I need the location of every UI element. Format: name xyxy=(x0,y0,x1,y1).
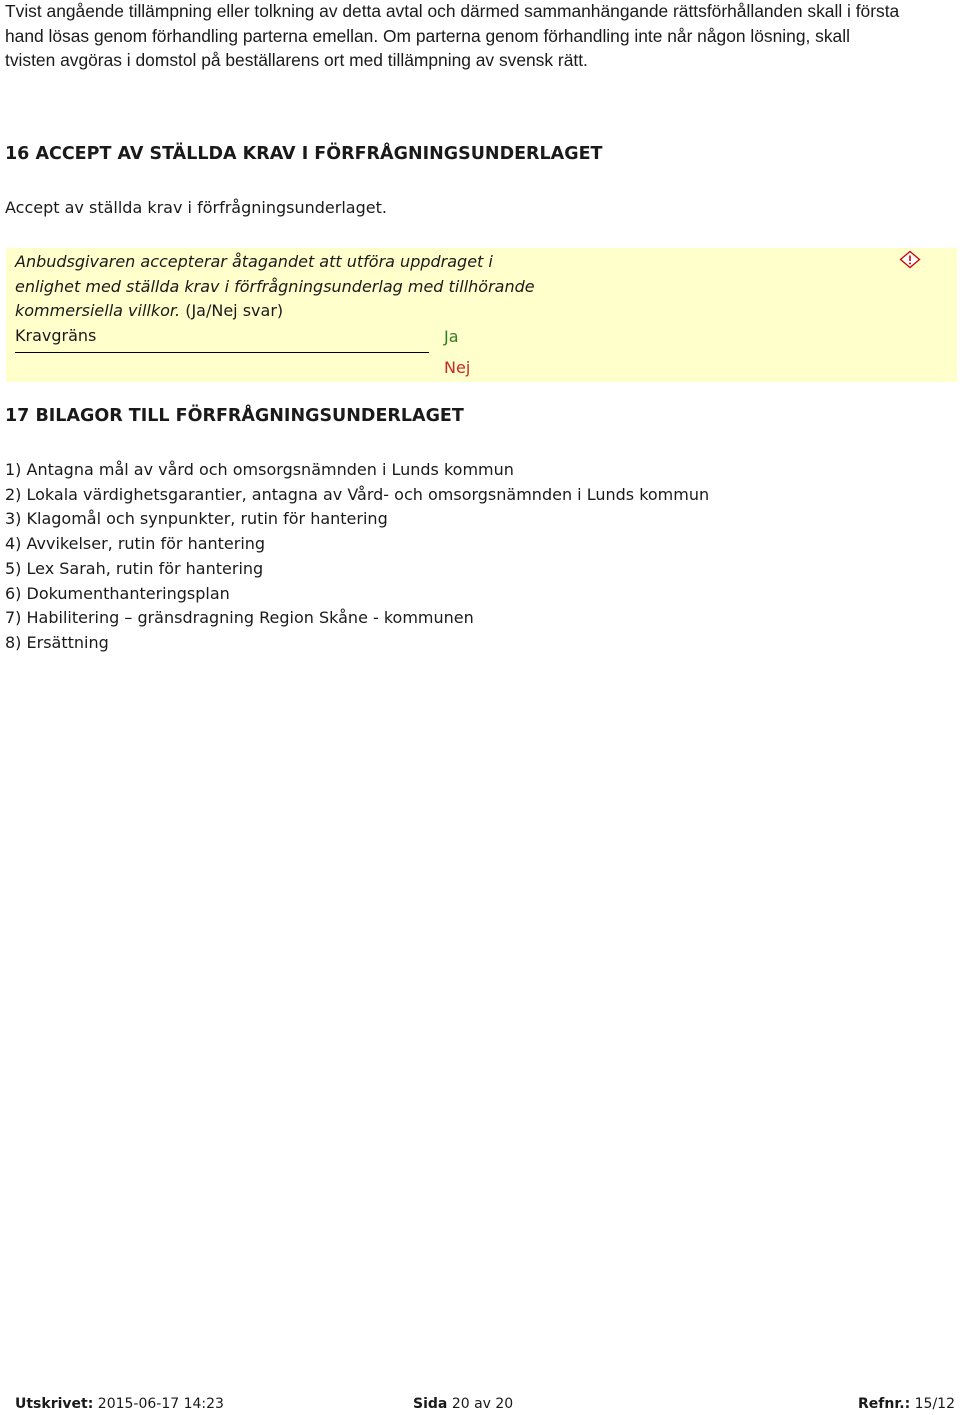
footer-ref-value: 15/12 xyxy=(914,1396,955,1412)
attachment-item: 3) Klagomål och synpunkter, rutin för hantering xyxy=(5,509,388,529)
footer-ref xyxy=(858,1396,955,1412)
section-16-subtext: Accept av ställda krav i förfrågningsunderlaget. xyxy=(5,198,387,217)
attachment-item: 2) Lokala värdighetsgarantier, antagna av Vård- och omsorgsnämnden i Lunds kommun xyxy=(5,484,710,504)
footer-printed xyxy=(15,1396,224,1412)
footer-page xyxy=(413,1396,513,1412)
footer-page-label: Sida xyxy=(413,1396,448,1412)
section-16-heading: 16 ACCEPT AV STÄLLDA KRAV I FÖRFRÅGNINGSUNDERLAGET xyxy=(5,144,603,164)
attachment-item: 7) Habilitering – gränsdragning Region Skåne - kommunen xyxy=(5,608,474,628)
footer-printed-label: Utskrivet: xyxy=(15,1396,94,1412)
footer-ref-label: Refnr.: xyxy=(858,1396,911,1412)
requirement-text xyxy=(15,250,535,324)
answer-option-no[interactable]: Nej xyxy=(444,358,471,377)
attachment-item: 5) Lex Sarah, rutin för hantering xyxy=(5,558,264,578)
attachment-item: 6) Dokumenthanteringsplan xyxy=(5,583,230,603)
answer-option-yes[interactable]: Ja xyxy=(444,327,459,346)
requirement-answer-type: (Ja/Nej svar) xyxy=(185,301,284,320)
answer-field-line xyxy=(15,352,429,353)
attachment-item: 1) Antagna mål av vård och omsorgsnämnden i Lunds kommun xyxy=(5,460,514,479)
section-17-heading: 17 BILAGOR TILL FÖRFRÅGNINGSUNDERLAGET xyxy=(5,406,464,426)
intro-paragraph: Tvist angående tillämpning eller tolkning av detta avtal och därmed sammanhängande rättsförhållanden skall i första hand lösas genom förhandling parterna emellan. Om parterna genom förhandling inte når någon lösning, skall tvisten avgöras i domstol på beställarens ort med tillämpning av svensk rätt. xyxy=(5,1,900,71)
footer-page-value: 20 av 20 xyxy=(451,1396,514,1412)
requirement-box xyxy=(6,248,957,382)
attachment-list xyxy=(5,458,709,656)
footer-printed-value: 2015-06-17 14:23 xyxy=(97,1396,224,1412)
requirement-limit-label: Kravgräns xyxy=(15,326,97,345)
requirement-statement: Anbudsgivaren accepterar åtagandet att utföra uppdraget i enlighet med ställda krav i förfrågningsunderlag med tillhörande kommersiella villkor. xyxy=(15,252,535,320)
warning-icon xyxy=(899,250,921,269)
attachment-item: 4) Avvikelser, rutin för hantering xyxy=(5,534,266,554)
attachment-item: 8) Ersättning xyxy=(5,632,109,652)
